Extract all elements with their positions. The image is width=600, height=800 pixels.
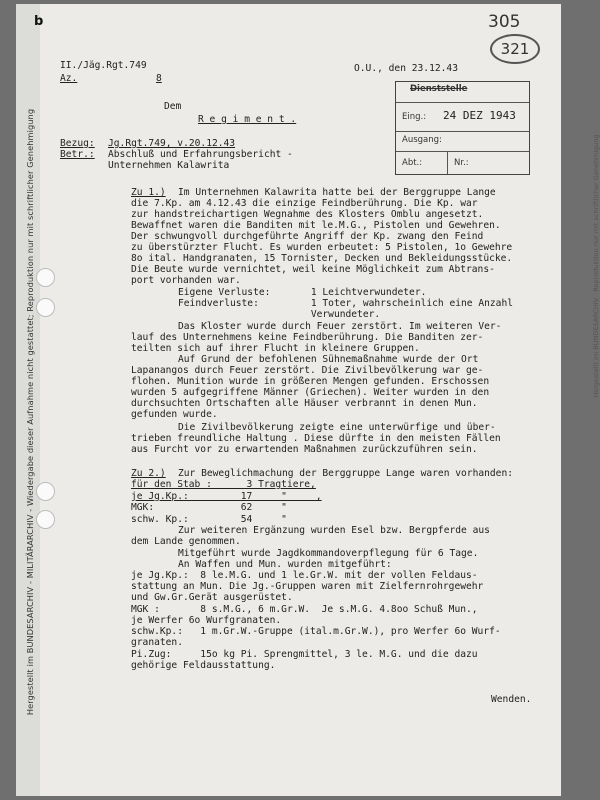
body-line: Auf Grund der befohlenen Sühnemaßnahme wurde der Ort bbox=[178, 354, 479, 365]
body-line: und Gw.Gr.Gerät ausgerüstet. bbox=[131, 592, 293, 603]
betr-line: Abschluß und Erfahrungsbericht - bbox=[108, 149, 293, 160]
body-line: zur handstreichartigen Wegnahme des Klosters Omblu angesetzt. bbox=[131, 209, 484, 220]
circled-page-number: 321 bbox=[490, 34, 540, 64]
unit-designation: II./Jäg.Rgt.749 bbox=[60, 60, 147, 71]
body-line: Feindverluste: 1 Toter, wahrscheinlich eine Anzahl bbox=[178, 298, 514, 309]
body-line: Pi.Zug: 15o kg Pi. Sprengmittel, 3 le. M.G. und die dazu bbox=[131, 649, 478, 660]
az-label: Az. bbox=[60, 73, 78, 84]
archive-margin bbox=[16, 4, 40, 796]
body-line: port vorhanden war. bbox=[131, 275, 241, 286]
bezug-label: Bezug: bbox=[60, 138, 95, 149]
body-line: für den Stab : 3 Tragtiere, bbox=[131, 479, 316, 490]
corner-mark: b bbox=[34, 14, 44, 29]
document-page bbox=[16, 4, 600, 796]
body-line: aus Furcht vor zu erwartenden Maßnahmen zurückzuführen sein. bbox=[131, 444, 478, 455]
stamp-received-date: 24 DEZ 1943 bbox=[443, 109, 516, 122]
stamp-no-label: Nr.: bbox=[454, 158, 469, 168]
body-line: flohen. Munition wurde in größeren Mengen gefunden. Erschossen bbox=[131, 376, 490, 387]
body-line: zu überstürzter Flucht. Es wurden erbeutet: 5 Pistolen, 1o Gewehre bbox=[131, 242, 513, 253]
stamp-received-label: Eing.: bbox=[402, 112, 427, 122]
body-line: Das Kloster wurde durch Feuer zerstört. Im weiteren Ver- bbox=[178, 321, 502, 332]
body-line: An Waffen und Mun. wurden mitgeführt: bbox=[178, 559, 392, 570]
body-line: gehörige Feldausstattung. bbox=[131, 660, 276, 671]
body-line: je Jg.Kp.: 8 le.M.G. und 1 le.Gr.W. mit der vollen Feldaus- bbox=[131, 570, 478, 581]
body-line: schw.Kp.: 1 m.Gr.W.-Gruppe (ital.m.Gr.W.), pro Werfer 6o Wurf- bbox=[131, 626, 501, 637]
body-line: Lapanangos durch Feuer zerstört. Die Zivilbevölkerung war ge- bbox=[131, 365, 484, 376]
received-stamp bbox=[395, 81, 530, 175]
body-line: 8o ital. Handgranaten, 15 Tornister, Decken und Bekleidungsstücke. bbox=[131, 253, 513, 264]
punch-hole bbox=[36, 268, 55, 287]
punch-hole bbox=[36, 298, 55, 317]
body-line: Im Unternehmen Kalawrita hatte bei der Berggruppe Lange bbox=[178, 187, 496, 198]
body-line: Verwundeter. bbox=[178, 309, 381, 320]
body-line: Eigene Verluste: 1 Leichtverwundeter. bbox=[178, 287, 427, 298]
body-line: stattung an Mun. Die Jg.-Gruppen waren mit Zielfernrohrgewehr bbox=[131, 581, 484, 592]
punch-hole bbox=[36, 510, 55, 529]
handwritten-page-number: 305 bbox=[488, 12, 521, 32]
body-line: teilten sich auf ihrer Flucht in kleinere Gruppen. bbox=[131, 343, 420, 354]
body-line: schw. Kp.: 54 " bbox=[131, 514, 287, 525]
az-value: 8 bbox=[156, 73, 162, 84]
section-label-1: Zu 1.) bbox=[131, 187, 166, 198]
punch-hole bbox=[36, 482, 55, 501]
addressee-dem: Dem bbox=[164, 101, 182, 112]
body-line: granaten. bbox=[131, 637, 183, 648]
signature-wenden: Wenden. bbox=[491, 694, 532, 705]
section-label-2: Zu 2.) bbox=[131, 468, 166, 479]
addressee-regiment: R e g i m e n t . bbox=[198, 114, 297, 125]
betr-label: Betr.: bbox=[60, 149, 95, 160]
body-line: Mitgeführt wurde Jagdkommandoverpflegung für 6 Tage. bbox=[178, 548, 479, 559]
body-line: lauf des Unternehmens keine Feindberührung. Die Banditen zer- bbox=[131, 332, 484, 343]
body-line: MGK: 62 " bbox=[131, 502, 287, 513]
stamp-dept-label: Abt.: bbox=[402, 158, 423, 168]
body-line: Zur Beweglichmachung der Berggruppe Lange waren vorhanden: bbox=[178, 468, 514, 479]
bezug-text: Jg.Rgt.749, v.20.12.43 bbox=[108, 138, 236, 149]
body-line: MGK : 8 s.M.G., 6 m.Gr.W. Je s.M.G. 4.8oo Schuß Mun., bbox=[131, 604, 478, 615]
stamp-title: Dienststelle bbox=[410, 84, 468, 94]
stamp-issued-label: Ausgang: bbox=[402, 135, 442, 145]
body-line: gefunden wurde. bbox=[131, 409, 218, 420]
body-line: je Jg.Kp.: 17 " , bbox=[131, 491, 322, 502]
archive-margin-text: Hergestellt im BUNDESARCHIV - MILITÄRARCHIV - Wiedergabe dieser Aufnahme nicht gestattet; Reproduktion nur mit schriftlicher Genehmigung bbox=[25, 108, 35, 716]
body-line: Zur weiteren Ergänzung wurden Esel bzw. Bergpferde aus bbox=[178, 525, 490, 536]
body-line: je Werfer 6o Wurfgranaten. bbox=[131, 615, 282, 626]
body-line: wurden 5 aufgegriffene Männer (Griechen). Weiter wurden in den bbox=[131, 387, 490, 398]
body-line: Bewaffnet waren die Banditen mit le.M.G., Pistolen und Gewehren. bbox=[131, 220, 501, 231]
body-line: Die Zivilbevölkerung zeigte eine unterwürfige und über- bbox=[178, 422, 496, 433]
body-line: trieben freundliche Haltung . Diese dürfte in den meisten Fällen bbox=[131, 433, 501, 444]
archive-margin-right: Hergestellt im BUNDESARCHIV · Reproduktion nur mit schriftlicher Genehmigung bbox=[592, 134, 600, 398]
body-line: Die Beute wurde vernichtet, weil keine Möglichkeit zum Abtrans- bbox=[131, 264, 495, 275]
place-date: O.U., den 23.12.43 bbox=[354, 63, 458, 74]
betr-line: Unternehmen Kalawrita bbox=[108, 160, 230, 171]
body-line: dem Lande genommen. bbox=[131, 536, 241, 547]
body-line: Der schwungvoll durchgeführte Angriff der Kp. zwang den Feind bbox=[131, 231, 484, 242]
body-line: durchsuchten Ortschaften alle Häuser verbrannt in denen Mun. bbox=[131, 398, 478, 409]
body-line: die 7.Kp. am 4.12.43 die einzige Feindberührung. Die Kp. war bbox=[131, 198, 478, 209]
